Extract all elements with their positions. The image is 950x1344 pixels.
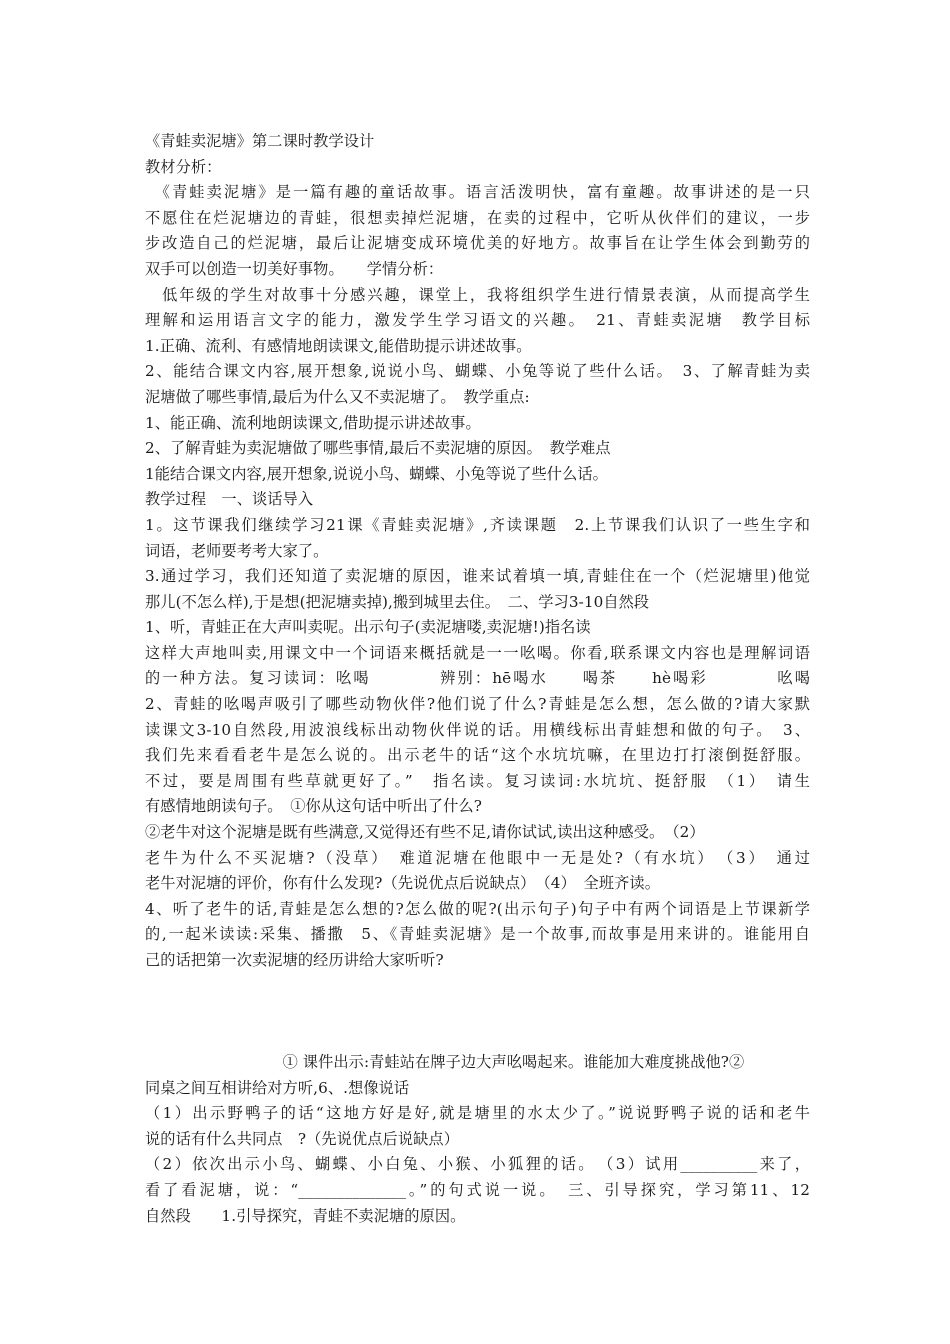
text-line: ① 课件出示:青蛙站在牌子边大声吆喝起来。谁能加大难度挑战他?② xyxy=(145,1053,745,1071)
text-line: 2、了解青蛙为卖泥塘做了哪些事情,最后不卖泥塘的原因。 教学难点 xyxy=(145,439,611,458)
text-line: 1、听，青蛙正在大声叫卖呢。出示句子(卖泥塘喽,卖泥塘!)指名读 xyxy=(145,618,591,637)
text-line: 步改造自己的烂泥塘，最后让泥塘变成环境优美的好地方。故事旨在让学生体会到勤劳的 xyxy=(145,234,810,253)
text-line: 1能结合课文内容,展开想象,说说小鸟、蝴蝶、小兔等说了些什么话。 xyxy=(145,464,608,483)
document-title: 《青蛙卖泥塘》第二课时教学设计 xyxy=(145,132,375,150)
text-line: 老牛对泥塘的评价，你有什么发现?（先说优点后说缺点） （4） 全班齐读。 xyxy=(145,874,660,893)
text-line: 己的话把第一次卖泥塘的经历讲给大家听听? xyxy=(145,951,444,969)
text-line: 1。这节课我们继续学习21课《青蛙卖泥塘》,齐读课题 2.上节课我们认识了一些生字和 xyxy=(145,515,810,534)
text-line: 说的话有什么共同点 ?（先说优点后说缺点） xyxy=(145,1129,459,1148)
document-body-part-2 xyxy=(145,1050,810,1229)
text-line: 1.正确、流利、有感情地朗读课文,能借助提示讲述故事。 xyxy=(145,336,532,355)
text-line: 《青蛙卖泥塘》是一篇有趣的童话故事。语言活泼明快，富有童趣。故事讲述的是一只 xyxy=(145,183,810,202)
text-line: 的,一起米读读:采集、播撒 5、《青蛙卖泥塘》是一个故事,而故事是用来讲的。谁能用自 xyxy=(145,925,810,944)
text-line: 有感情地朗读句子。 ①你从这句话中听出了什么? xyxy=(145,797,482,816)
text-line: 教学过程 一、谈话导入 xyxy=(145,490,314,509)
text-line: 看了看泥塘，说：“______________。”的句式说一说。 三、引导探究，学习第11、12 xyxy=(145,1180,810,1199)
text-line: 2、青蛙的吆喝声吸引了哪些动物伙伴?他们说了什么?青蛙是怎么想，怎么做的?请大家默 xyxy=(145,695,810,714)
text-line: 低年级的学生对故事十分感兴趣，课堂上，我将组织学生进行情景表演，从而提高学生 xyxy=(145,285,810,304)
text-line: 教材分析： xyxy=(145,157,222,176)
text-line: 不愿住在烂泥塘边的青蛙，很想卖掉烂泥塘，在卖的过程中，它听从伙伴们的建议，一步 xyxy=(145,208,810,227)
text-line: 的一种方法。复习读词：吆喝 辨别：hē喝水 喝茶 hè喝彩 吆喝 xyxy=(145,669,810,688)
text-line: 自然段 1.引导探究，青蛙不卖泥塘的原因。 xyxy=(145,1206,466,1225)
text-line: 3.通过学习，我们还知道了卖泥塘的原因，谁来试着填一填,青蛙住在一个（烂泥塘里)他觉 xyxy=(145,567,810,586)
text-line: ②老牛对这个泥塘是既有些满意,又觉得还有些不足,请你试试,读出这种感受。 （2） xyxy=(145,823,705,842)
text-line: 这样大声地叫卖,用课文中一个词语来概括就是一一吆喝。你看,联系课文内容也是理解词语 xyxy=(145,643,810,662)
text-line: 1、能正确、流利地朗读课文,借助提示讲述故事。 xyxy=(145,413,481,432)
text-line: 那儿(不怎么样),于是想(把泥塘卖掉),搬到城里去住。 二、学习3-10自然段 xyxy=(145,592,650,611)
text-line: 4、听了老牛的话,青蛙是怎么想的?怎么做的呢?(出示句子)句子中有两个词语是上节课新学 xyxy=(145,899,810,918)
text-line: 我们先来看看老牛是怎么说的。出示老牛的话“这个水坑坑嘛，在里边打打滚倒挺舒服。 xyxy=(145,746,810,765)
text-line: 词语，老师要考考大家了。 xyxy=(145,541,329,560)
text-line: 同桌之间互相讲给对方听,6、.想像说话 xyxy=(145,1078,410,1097)
text-line: 双手可以创造一切美好事物。 学情分析： xyxy=(145,259,444,278)
text-line: 泥塘做了哪些事情,最后为什么又不卖泥塘了。 教学重点: xyxy=(145,387,530,406)
text-line: 老牛为什么不买泥塘?（没草） 难道泥塘在他眼中一无是处?（有水坑） （3） 通过 xyxy=(145,848,810,867)
text-line: 理解和运用语言文字的能力，激发学生学习语文的兴趣。 21、青蛙卖泥塘 教学目标 xyxy=(145,311,810,330)
document-body-part-1 xyxy=(145,129,810,974)
text-line: 2、能结合课文内容,展开想象,说说小鸟、蝴蝶、小兔等说了些什么话。 3、了解青蛙为卖 xyxy=(145,362,810,381)
text-line: （1）出示野鸭子的话“这地方好是好,就是塘里的水太少了。”说说野鸭子说的话和老牛 xyxy=(145,1104,810,1123)
text-line: （2）依次出示小鸟、蝴蝶、小白兔、小猴、小狐狸的话。 （3）试用__________来了， xyxy=(145,1155,810,1174)
text-line: 读课文3-10自然段,用波浪线标出动物伙伴说的话。用横线标出青蛙想和做的句子。 3、 xyxy=(145,720,810,739)
text-line: 不过，要是周围有些草就更好了。” 指名读。复习读词:水坑坑、挺舒服 （1） 请生 xyxy=(145,771,810,790)
